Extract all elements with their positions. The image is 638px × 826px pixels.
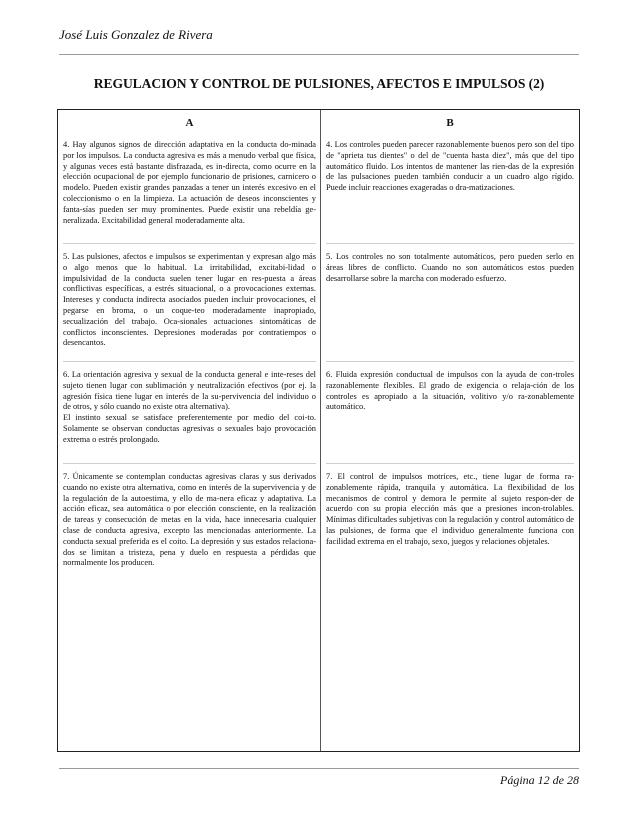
- column-a-cell-7: [63, 464, 316, 569]
- column-a-cell-4: [63, 136, 316, 244]
- column-b-cell-5: [326, 244, 574, 362]
- footer-divider: [59, 768, 579, 769]
- column-a-cell-6: [63, 362, 316, 464]
- header-author: José Luis Gonzalez de Rivera: [59, 27, 213, 42]
- cell-text: 6. Fluida expresión conductual de impulsos con la ayuda de con-troles razonablemente flexibles. El grado de exigencia o relaja-ción de los controles es apropiado a la situación, volitivo y/o ra-zonablemente automático.: [326, 370, 574, 412]
- column-b: [326, 110, 574, 751]
- column-divider: [320, 110, 321, 751]
- column-a: [63, 110, 316, 751]
- column-b-cell-7: [326, 464, 574, 548]
- column-b-cell-6: [326, 362, 574, 464]
- page-number: Página 12 de 28: [500, 773, 579, 787]
- cell-text: 4. Los controles pueden parecer razonablemente buenos pero son del tipo de "aprieta tus dientes" o del de "cuenta hasta diez", más que del tipo automático fluido. Los intentos de mantener las rien-das de la expresión de las pulsaciones pueden también conducir a un cuadro algo rígido. Puede incluir reacciones exageradas o dra-matizaciones.: [326, 140, 574, 193]
- column-a-heading: A: [185, 117, 194, 129]
- header-divider: [59, 54, 579, 55]
- comparison-table: [57, 109, 580, 752]
- document-title: REGULACION Y CONTROL DE PULSIONES, AFECTOS E IMPULSOS (2): [93, 76, 545, 91]
- cell-text: 4. Hay algunos signos de dirección adaptativa en la conducta do-minada por los impulsos. La conducta agresiva es más a menudo verbal que física, y algunas veces está bastante disfrazada, es in-directa, como ocurre en la elección ocupacional de por ejemplo funcionario de prisiones, carnicero o modelo. Pueden existir grandes panzadas a tener un interés excesivo en el coleccionismo o en la limpieza. La actuación de deseos inconscientes y fanta-sías pueden ser muy prominentes. Puede existir una rebeldía ge-neralizada. Excitabilidad general moderadamente alta.: [63, 140, 316, 225]
- cell-text: 5. Las pulsiones, afectos e impulsos se experimentan y expresan algo más o algo menos que lo habitual. La irritabilidad, excitabi-lidad o impulsividad de la conducta suelen tener lugar en res-puesta a áreas conflictivas específicas, a estrés situacional, o a provocaciones externas. Intereses y conducta indirecta asociados pueden incluir provocaciones, el pegarse en broma, o un coque-teo moderadamente inapropiado, secualización del trabajo. Oca-sionales actuaciones sintomáticas de conflictos inconscientes. Depresiones moderadas por contratiempos o desencantos.: [63, 252, 316, 348]
- cell-text: 7. Únicamente se contemplan conductas agresivas claras y sus derivados cuando no existe otra alternativa, como en interés de la supervivencia y de la regulación de la autoestima, y ello de ma-nera eficaz y adaptativa. La acción eficaz, sea automática o por elección consciente, en la realización de tareas y consecución de metas en la vida, hace innecesaria cualquier clase de conducta agresiva, excepto las mencionadas anteriormente. La conducta sexual preferida es el coito. La depresión y sus estados relaciona-dos se limitan a tristeza, pena y duelo en respuesta a pérdidas que normalmente los producen.: [63, 472, 316, 568]
- cell-text: 5. Los controles no son totalmente automáticos, pero pueden serlo en áreas libres de conflicto. Cuando no son automáticos estos pueden desarrollarse sobre la marcha con moderado esfuerzo.: [326, 252, 574, 283]
- column-a-cell-5: [63, 244, 316, 362]
- cell-text: 7. El control de impulsos motrices, etc., tiene lugar de forma ra-zonablemente rápida, tranquila y automática. La flexibilidad de los mecanismos de control y demora le permite al sujeto respon-der de acuerdo con su propia elección más que a presiones incon-trolables. Mínimas dificultades subjetivas con la regulación y control automático de las pulsiones, de forma que el individuo generalmente funciona con facilidad extrema en el trabajo, sexo, juegos y relaciones objetales.: [326, 472, 574, 546]
- cell-text-continued: El instinto sexual se satisface preferentemente por medio del coi-to. Solamente se observan conductas agresivas o sexuales bajo provocación extrema o estrés prolongado.: [63, 413, 316, 444]
- column-b-cell-4: [326, 136, 574, 244]
- column-b-heading: B: [446, 117, 454, 129]
- cell-text: 6. La orientación agresiva y sexual de la conducta general e inte-reses del sujeto tienen lugar con sublimación y neutralización efectivos (por ej. la agresión física tiene lugar en interés de la su-pervivencia del individuo o de otros, y sólo cuando no existe otra alternativa).: [63, 370, 316, 412]
